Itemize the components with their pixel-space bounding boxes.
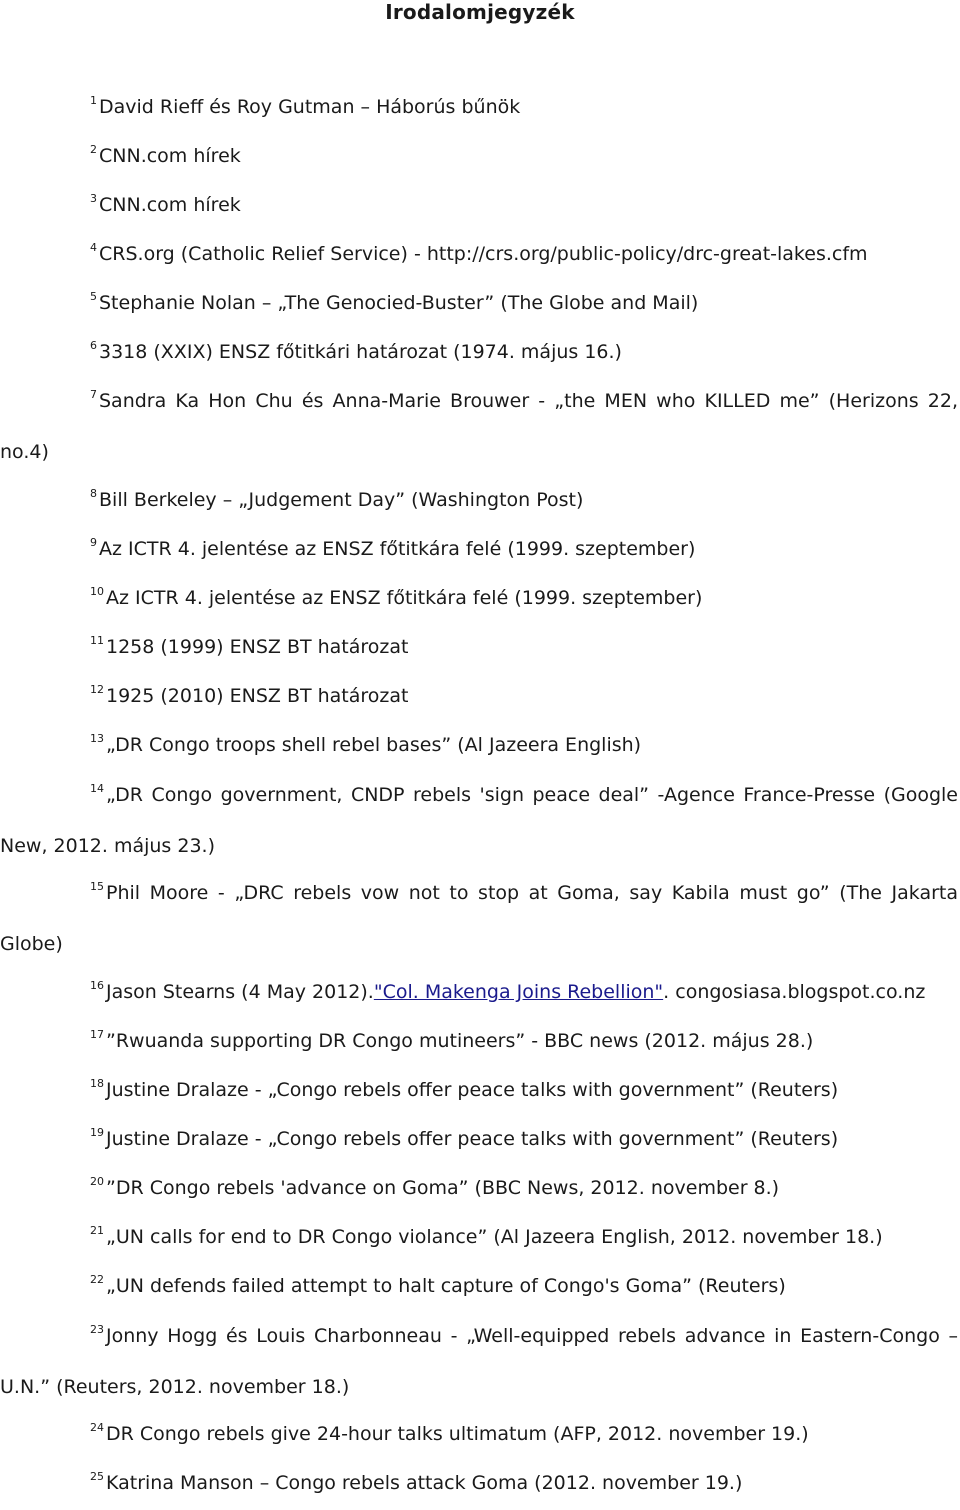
reference-text: Bill Berkeley – „Judgement Day” (Washington Post) xyxy=(99,489,584,511)
reference-15 xyxy=(0,869,958,969)
reference-11 xyxy=(0,623,958,674)
rebellion-article-link[interactable]: "Col. Makenga Joins Rebellion" xyxy=(373,981,664,1003)
footnote-number: 20 xyxy=(90,1175,104,1188)
footnote-number: 22 xyxy=(90,1273,104,1286)
reference-text: 3318 (XXIX) ENSZ főtitkári határozat (1974. május 16.) xyxy=(99,341,622,363)
footnote-number: 6 xyxy=(90,339,97,352)
reference-4 xyxy=(0,230,958,281)
reference-text: Phil Moore - „DRC rebels vow not to stop at Goma, say Kabila must go” (The Jakarta Globe) xyxy=(0,882,958,955)
page-title: Irodalomjegyzék xyxy=(385,0,575,24)
reference-16 xyxy=(0,968,958,1019)
reference-text: Stephanie Nolan – „The Genocied-Buster” (The Globe and Mail) xyxy=(99,292,699,314)
reference-19 xyxy=(0,1115,958,1166)
reference-text: 1258 (1999) ENSZ BT határozat xyxy=(106,636,409,658)
reference-22 xyxy=(0,1262,958,1313)
reference-text: „UN defends failed attempt to halt capture of Congo's Goma” (Reuters) xyxy=(106,1275,786,1297)
footnote-number: 18 xyxy=(90,1077,104,1090)
footnote-number: 3 xyxy=(90,192,97,205)
reference-text: . congosiasa.blogspot.co.nz xyxy=(663,981,926,1003)
reference-23 xyxy=(0,1312,958,1412)
reference-text: Katrina Manson – Congo rebels attack Goma (2012. november 19.) xyxy=(106,1472,743,1494)
footnote-number: 24 xyxy=(90,1421,104,1434)
footnote-number: 17 xyxy=(90,1028,104,1041)
footnote-number: 16 xyxy=(90,979,104,992)
reference-text: Jonny Hogg és Louis Charbonneau - „Well-equipped rebels advance in Eastern-Congo – U.N.” (Reuters, 2012. november 18.) xyxy=(0,1325,958,1398)
footnote-number: 21 xyxy=(90,1224,104,1237)
reference-14 xyxy=(0,771,958,871)
footnote-number: 8 xyxy=(90,487,97,500)
reference-text: „DR Congo government, CNDP rebels 'sign peace deal” -Agence France-Presse (Google New, 2012. május 23.) xyxy=(0,784,958,857)
reference-1 xyxy=(0,83,958,134)
footnote-number: 14 xyxy=(90,782,104,795)
reference-text: Justine Dralaze - „Congo rebels offer peace talks with government” (Reuters) xyxy=(106,1128,839,1150)
reference-21 xyxy=(0,1213,958,1264)
footnote-number: 13 xyxy=(90,732,104,745)
footnote-number: 2 xyxy=(90,143,97,156)
reference-text: CRS.org (Catholic Relief Service) - http://crs.org/public-policy/drc-great-lakes.cfm xyxy=(99,243,868,265)
footnote-number: 4 xyxy=(90,241,97,254)
footnote-number: 11 xyxy=(90,634,104,647)
reference-text: Az ICTR 4. jelentése az ENSZ főtitkára felé (1999. szeptember) xyxy=(106,587,703,609)
reference-5 xyxy=(0,279,958,330)
reference-6 xyxy=(0,328,958,379)
reference-text: DR Congo rebels give 24-hour talks ultimatum (AFP, 2012. november 19.) xyxy=(106,1423,809,1445)
reference-7 xyxy=(0,377,958,477)
reference-text: Sandra Ka Hon Chu és Anna-Marie Brouwer - „the MEN who KILLED me” (Herizons 22, no.4) xyxy=(0,390,958,463)
reference-18 xyxy=(0,1066,958,1117)
footnote-number: 1 xyxy=(90,94,97,107)
footnote-number: 9 xyxy=(90,536,97,549)
reference-12 xyxy=(0,672,958,723)
reference-10 xyxy=(0,574,958,625)
reference-text: Az ICTR 4. jelentése az ENSZ főtitkára felé (1999. szeptember) xyxy=(99,538,696,560)
footnote-number: 12 xyxy=(90,683,104,696)
footnote-number: 10 xyxy=(90,585,104,598)
reference-24 xyxy=(0,1410,958,1461)
reference-2 xyxy=(0,132,958,183)
reference-text: ”DR Congo rebels 'advance on Goma” (BBC News, 2012. november 8.) xyxy=(106,1177,780,1199)
reference-text: CNN.com hírek xyxy=(99,194,241,216)
reference-9 xyxy=(0,525,958,576)
footnote-number: 5 xyxy=(90,290,97,303)
reference-17 xyxy=(0,1017,958,1068)
reference-text: CNN.com hírek xyxy=(99,145,241,167)
footnote-number: 25 xyxy=(90,1470,104,1483)
footnote-number: 15 xyxy=(90,880,104,893)
reference-text: „UN calls for end to DR Congo violance” (Al Jazeera English, 2012. november 18.) xyxy=(106,1226,883,1248)
reference-13 xyxy=(0,721,958,772)
reference-text: ”Rwuanda supporting DR Congo mutineers” - BBC news (2012. május 28.) xyxy=(106,1030,814,1052)
reference-3 xyxy=(0,181,958,232)
reference-text: Jason Stearns (4 May 2012). xyxy=(106,981,374,1003)
footnote-number: 23 xyxy=(90,1323,104,1336)
reference-20 xyxy=(0,1164,958,1215)
reference-8 xyxy=(0,476,958,527)
reference-text: 1925 (2010) ENSZ BT határozat xyxy=(106,685,409,707)
footnote-number: 19 xyxy=(90,1126,104,1139)
footnote-number: 7 xyxy=(90,388,97,401)
reference-text: Justine Dralaze - „Congo rebels offer peace talks with government” (Reuters) xyxy=(106,1079,839,1101)
reference-text: David Rieff és Roy Gutman – Háborús bűnök xyxy=(99,96,521,118)
reference-25 xyxy=(0,1459,958,1510)
reference-text: „DR Congo troops shell rebel bases” (Al Jazeera English) xyxy=(106,734,642,756)
